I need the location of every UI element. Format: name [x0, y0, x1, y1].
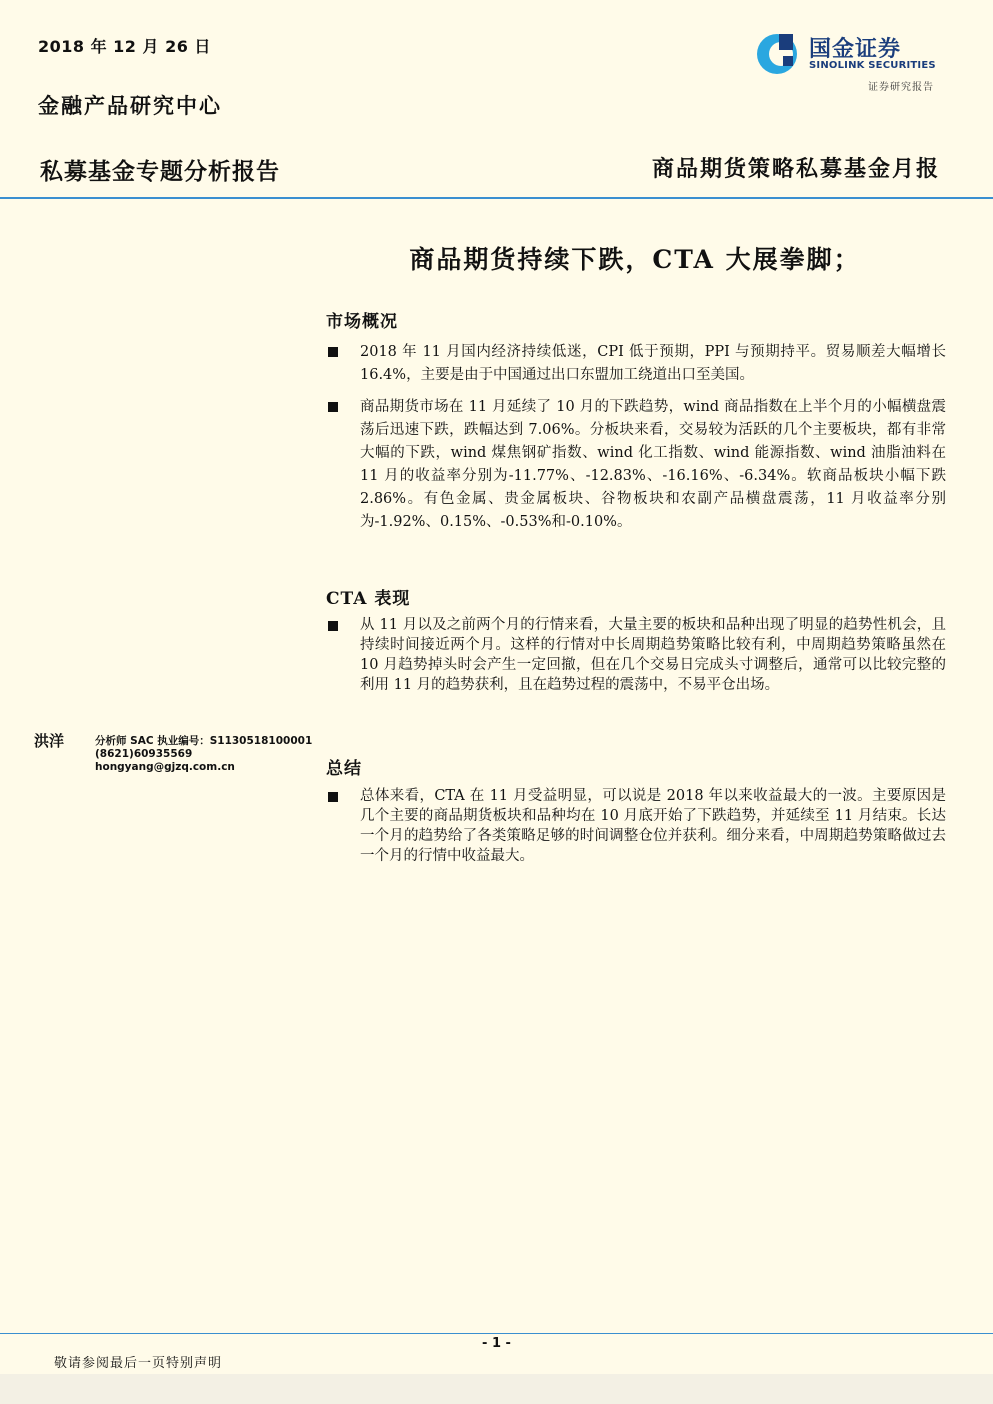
header-divider: [0, 197, 993, 199]
section-heading-market: 市场概况: [326, 312, 398, 332]
analyst-email[interactable]: hongyang@gjzq.com.cn: [95, 761, 235, 773]
paragraph: 商品期货市场在 11 月延续了 10 月的下跌趋势，wind 商品指数在上半个月的小幅横盘震荡后迅速下跌，跌幅达到 7.06%。分板块来看，交易较为活跃的几个主要板块，都有非常大幅的下跌，wind 煤焦钢矿指数、wind 化工指数、wind 能源指数、wind 油脂油料在 11 月的收益率分别为-11.77%、-12.83%、-16.16%、-6.34%。软商品板块小幅下跌 2.86%。有色金属、贵金属板块、谷物板块和农副产品横盘震荡，11 月收益率分别为-1.92%、0.15%、-0.53%和-0.10%。: [360, 399, 946, 530]
market-bullet-1: [326, 341, 946, 387]
paragraph: 总体来看，CTA 在 11 月受益明显，可以说是 2018 年以来收益最大的一波。主要原因是几个主要的商品期货板块和品种均在 10 月底开始了下跌趋势，并延续至 11 月结束。长达一个月的趋势给了各类策略足够的时间调整仓位并获利。细分来看，中周期趋势策略做过去一个月的行情中收益最大。: [360, 788, 946, 864]
analyst-info: [95, 735, 312, 774]
market-bullet-2: [326, 396, 946, 534]
logo-name-cn: 国金证券: [809, 37, 902, 62]
page-title: 商品期货持续下跌，CTA 大展拳脚；: [409, 245, 861, 274]
logo-name-en: SINOLINK SECURITIES: [809, 60, 936, 71]
analyst-cert: 分析师 SAC 执业编号：S1130518100001: [95, 735, 313, 747]
report-date: 2018 年 12 月 26 日: [38, 37, 211, 56]
summary-bullet-1: [326, 786, 946, 866]
disclaimer-note: 敬请参阅最后一页特别声明: [54, 1356, 223, 1371]
logo-mark-icon: [755, 30, 803, 78]
footer-divider: [0, 1333, 993, 1334]
cta-bullet-1: [326, 615, 946, 695]
company-logo: [755, 30, 945, 78]
page-bottom-band: [0, 1374, 993, 1404]
report-series: 商品期货策略私募基金月报: [651, 156, 940, 182]
report-type: 私募基金专题分析报告: [40, 159, 280, 185]
bullet-square-icon: [328, 402, 338, 412]
analyst-phone: (8621)60935569: [95, 748, 193, 760]
section-heading-cta: CTA 表现: [326, 589, 411, 609]
bullet-square-icon: [328, 792, 338, 802]
bullet-square-icon: [328, 621, 338, 631]
research-center: 金融产品研究中心: [38, 93, 222, 118]
page-number: - 1 -: [482, 1336, 511, 1351]
analyst-name: 洪洋: [34, 732, 65, 750]
bullet-square-icon: [328, 347, 338, 357]
paragraph: 2018 年 11 月国内经济持续低迷，CPI 低于预期，PPI 与预期持平。贸易顺差大幅增长 16.4%，主要是由于中国通过出口东盟加工绕道出口至美国。: [360, 344, 946, 383]
section-heading-summary: 总结: [326, 759, 362, 779]
paragraph: 从 11 月以及之前两个月的行情来看，大量主要的板块和品种出现了明显的趋势性机会，且持续时间接近两个月。这样的行情对中长周期趋势策略比较有利，中周期趋势策略虽然在 10 月趋势掉头时会产生一定回撤，但在几个交易日完成头寸调整后，通常可以比较完整的利用 11 月的趋势获利，且在趋势过程的震荡中，不易平仓出场。: [360, 617, 946, 693]
logo-subtitle: 证券研究报告: [868, 82, 934, 93]
